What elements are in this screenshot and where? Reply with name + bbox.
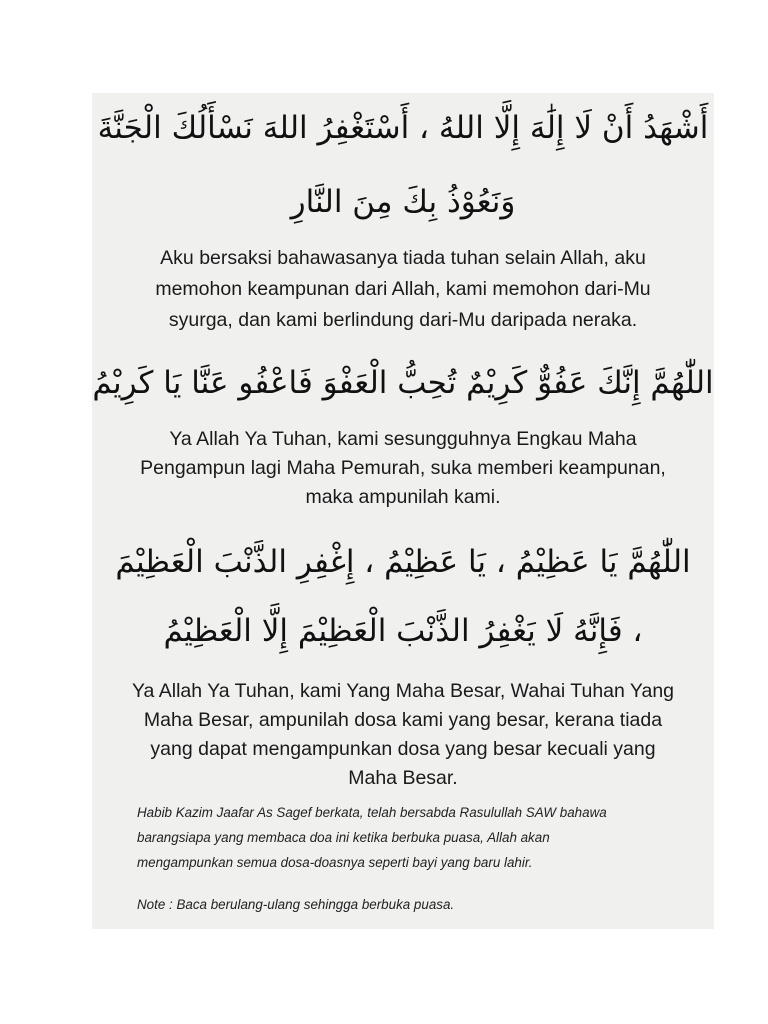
hadith-note [137,800,692,875]
recitation-note: Note : Baca berulang-ulang sehingga berbuka puasa. [137,897,455,912]
arabic-line-4: اللّٰهُمَّ يَا عَظِيْمُ ، يَا عَظِيْمُ ، إِغْفِرِ الذَّنْبَ الْعَظِيْمَ [115,544,691,580]
malay-translation-2-line-2: Pengampun lagi Maha Pemurah, suka memberi keampunan, [140,457,666,479]
malay-translation-3 [92,677,714,793]
malay-translation-2-line-3: maka ampunilah kami. [305,486,501,508]
hadith-note-line-3: mengampunkan semua dosa-doasnya seperti bayi yang baru lahir. [137,855,533,870]
malay-translation-3-line-3: yang dapat mengampunkan dosa yang besar kecuali yang [150,738,656,760]
arabic-line-5: ، فَإِنَّهُ لَا يَغْفِرُ الذَّنْبَ الْعَظِيْمَ إِلَّا الْعَظِيْمُ [163,613,643,649]
malay-translation-3-line-1: Ya Allah Ya Tuhan, kami Yang Maha Besar, Wahai Tuhan Yang [131,680,675,702]
arabic-line-2: وَنَعُوْذُ بِكَ مِنَ النَّارِ [290,184,516,220]
malay-translation-1-line-1: Aku bersaksi bahawasanya tiada tuhan selain Allah, aku [160,247,646,269]
arabic-line-3: اللّٰهُمَّ إِنَّكَ عَفُوٌّ كَرِيْمٌ تُحِبُّ الْعَفْوَ فَاعْفُو عَنَّا يَا كَرِيْمُ [92,365,714,401]
malay-translation-2-line-1: Ya Allah Ya Tuhan, kami sesungguhnya Engkau Maha [169,428,637,450]
malay-translation-3-line-4: Maha Besar. [348,767,458,789]
malay-translation-1 [92,243,714,336]
malay-translation-3-line-2: Maha Besar, ampunilah dosa kami yang besar, kerana tiada [143,709,663,731]
malay-translation-2 [92,425,714,512]
hadith-note-line-2: barangsiapa yang membaca doa ini ketika berbuka puasa, Allah akan [137,830,550,845]
malay-translation-1-line-3: syurga, dan kami berlindung dari-Mu daripada neraka. [168,309,638,331]
malay-translation-1-line-2: memohon keampunan dari Allah, kami memohon dari-Mu [155,278,651,300]
arabic-line-1: أَشْهَدُ أَنْ لَا إِلَٰهَ إِلَّا اللهُ ، أَسْتَغْفِرُ اللهَ نَسْأَلُكَ الْجَنَّةَ [97,110,709,146]
hadith-note-line-1: Habib Kazim Jaafar As Sagef berkata, telah bersabda Rasulullah SAW bahawa [137,805,607,820]
document-sheet [92,93,714,929]
